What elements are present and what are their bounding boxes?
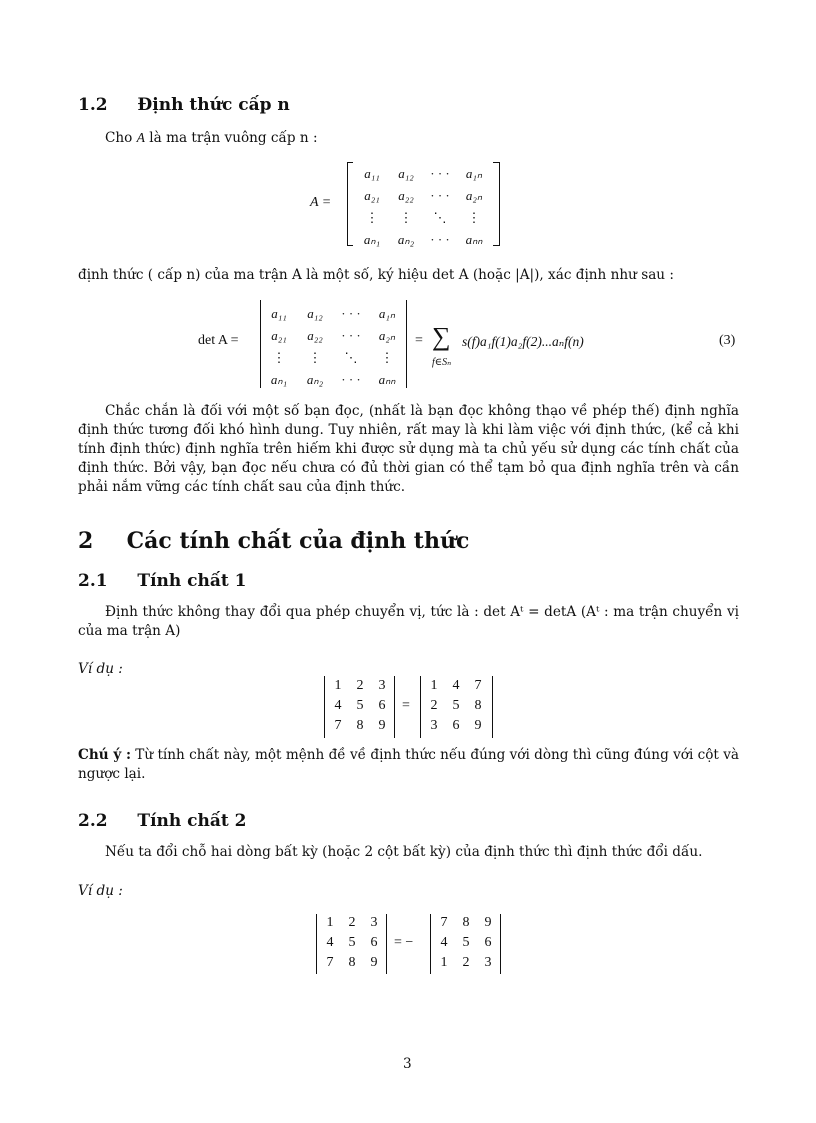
example-label-2: Ví dụ : [78,883,123,899]
matrix-cell: 9 [370,955,378,970]
example-2-equals-minus: = − [394,935,414,950]
matrix-cell: 9 [378,718,386,733]
sum-term: s(f)a₁f(1)a₂f(2)...aₙf(n) [462,334,584,349]
matrix-cell: aₙ₁ [363,232,381,247]
matrix-cell: 5 [348,935,356,950]
page-number: 3 [403,1056,412,1072]
matrix-cell: 1 [326,915,334,930]
property-2-text: Nếu ta đổi chỗ hai dòng bất kỳ (hoặc 2 cột bất kỳ) của định thức thì định thức đổi dấu. [105,844,703,860]
intro-line: Cho A là ma trận vuông cấp n : [105,130,318,146]
matrix-cell: ⋮ [399,210,413,225]
equation-number: (3) [719,333,736,348]
det-equals: = [415,333,423,348]
matrix-cell: · · · [341,328,361,343]
matrix-cell: 5 [356,698,364,713]
matrix-cell: a₂₂ [307,328,323,343]
matrix-cell: 7 [440,915,448,930]
matrix-cell: 6 [484,935,492,950]
matrix-cell: · · · [430,232,450,247]
matrix-cell: ⋮ [467,210,481,225]
matrix-cell: a₁₂ [398,166,414,181]
matrix-cell: aₙ₂ [397,232,415,247]
matrix-cell: aₙ₂ [306,372,324,387]
section-2-2-heading [78,811,247,831]
example-1-right-det [418,676,494,738]
definition-line: định thức ( cấp n) của ma trận A là một số, ký hiệu det A (hoặc |A|), xác định như sau : [78,267,674,283]
matrix-cell: 3 [378,678,386,693]
matrix-cell: · · · [430,188,450,203]
section-2-heading [78,528,469,554]
matrix-cell: aₙ₁ [270,372,288,387]
paragraph-definition-note: Chắc chắn là đối với một số bạn đọc, (nhất là bạn đọc không thạo về phép thế) định nghĩa định thức tương đối khó hình dung. Tuy nhiên, rất may là khi làm việc với định thức, (kể cả khi tính định thức) định nghĩa trên hiếm khi được sử dụng mà ta chủ yếu sử dụng các tính chất của định thức. Bởi vậy, bạn đọc nếu chưa có đủ thời gian có thể tạm bỏ qua định nghĩa trên và cần phải nắm vững các tính chất sau của định thức. [78,403,739,495]
matrix-cell: 3 [484,955,492,970]
matrix-a [345,160,503,248]
matrix-cell: 6 [370,935,378,950]
section-number: 2.1 [78,571,108,591]
matrix-cell: · · · [341,372,361,387]
example-2-right-det [428,914,502,974]
note-label: Chú ý : [78,747,131,763]
matrix-cell: ⋮ [380,350,394,365]
matrix-cell: aₙₙ [378,372,396,387]
matrix-cell: 6 [452,718,460,733]
section-number: 2.2 [78,811,108,831]
matrix-cell: a₂₂ [398,188,414,203]
example-1-equals: = [402,698,410,713]
matrix-a-lhs: A = [310,195,332,210]
note-paragraph: Chú ý : Từ tính chất này, một mệnh đề về định thức nếu đúng với dòng thì cũng đúng với cột và ngược lại. [78,747,739,782]
matrix-cell: 2 [356,678,364,693]
section-title: Các tính chất của định thức [126,528,470,554]
section-title: Định thức cấp n [137,95,290,115]
matrix-cell: a₁₁ [364,166,380,181]
matrix-cell: a₂₁ [271,328,287,343]
matrix-cell: · · · [430,166,450,181]
matrix-cell: 8 [474,698,482,713]
matrix-cell: 7 [334,718,342,733]
matrix-cell: 9 [474,718,482,733]
matrix-cell: ⋮ [365,210,379,225]
example-2-left-det [314,914,388,974]
matrix-cell: ⋱ [433,210,447,225]
matrix-cell: 8 [356,718,364,733]
matrix-cell: 2 [348,915,356,930]
matrix-cell: 5 [462,935,470,950]
det-lhs: det A = [198,333,239,348]
matrix-cell: a₁₁ [271,306,287,321]
matrix-cell: a₁ₙ [465,166,483,181]
section-number: 1.2 [78,95,108,115]
matrix-cell: 4 [334,698,342,713]
matrix-cell: 7 [326,955,334,970]
matrix-cell: a₂ₙ [378,328,396,343]
matrix-cell: 2 [430,698,438,713]
matrix-cell: 1 [430,678,438,693]
section-title: Tính chất 2 [137,811,247,831]
matrix-cell: a₂₁ [364,188,380,203]
matrix-cell: 9 [484,915,492,930]
matrix-cell: ⋮ [272,350,286,365]
example-1-left-det [322,676,396,738]
matrix-cell: 4 [326,935,334,950]
matrix-cell: 1 [334,678,342,693]
matrix-cell: 7 [474,678,482,693]
matrix-cell: a₁₂ [307,306,323,321]
matrix-cell: 1 [440,955,448,970]
matrix-cell: a₁ₙ [378,306,396,321]
matrix-cell: 2 [462,955,470,970]
matrix-cell: · · · [341,306,361,321]
section-1-2-heading [78,95,290,115]
sum-symbol: ∑ [432,322,451,351]
matrix-cell: a₂ₙ [465,188,483,203]
matrix-cell: 8 [462,915,470,930]
example-label: Ví dụ : [78,661,123,677]
matrix-cell: aₙₙ [465,232,483,247]
section-title: Tính chất 1 [137,571,247,591]
matrix-cell: 8 [348,955,356,970]
section-number: 2 [78,528,94,554]
matrix-cell: 3 [370,915,378,930]
det-matrix [258,300,410,388]
matrix-cell: 4 [440,935,448,950]
matrix-cell: 5 [452,698,460,713]
matrix-cell: 3 [430,718,438,733]
property-1-text: Định thức không thay đổi qua phép chuyển vị, tức là : det Aᵗ = detA (Aᵗ : ma trận chuyển vị của ma trận A) [78,604,739,639]
section-2-1-heading [78,571,247,591]
sum-index: f∈Sₙ [432,357,452,368]
matrix-cell: 4 [452,678,460,693]
matrix-cell: ⋮ [308,350,322,365]
matrix-cell: 6 [378,698,386,713]
matrix-cell: ⋱ [344,350,358,365]
